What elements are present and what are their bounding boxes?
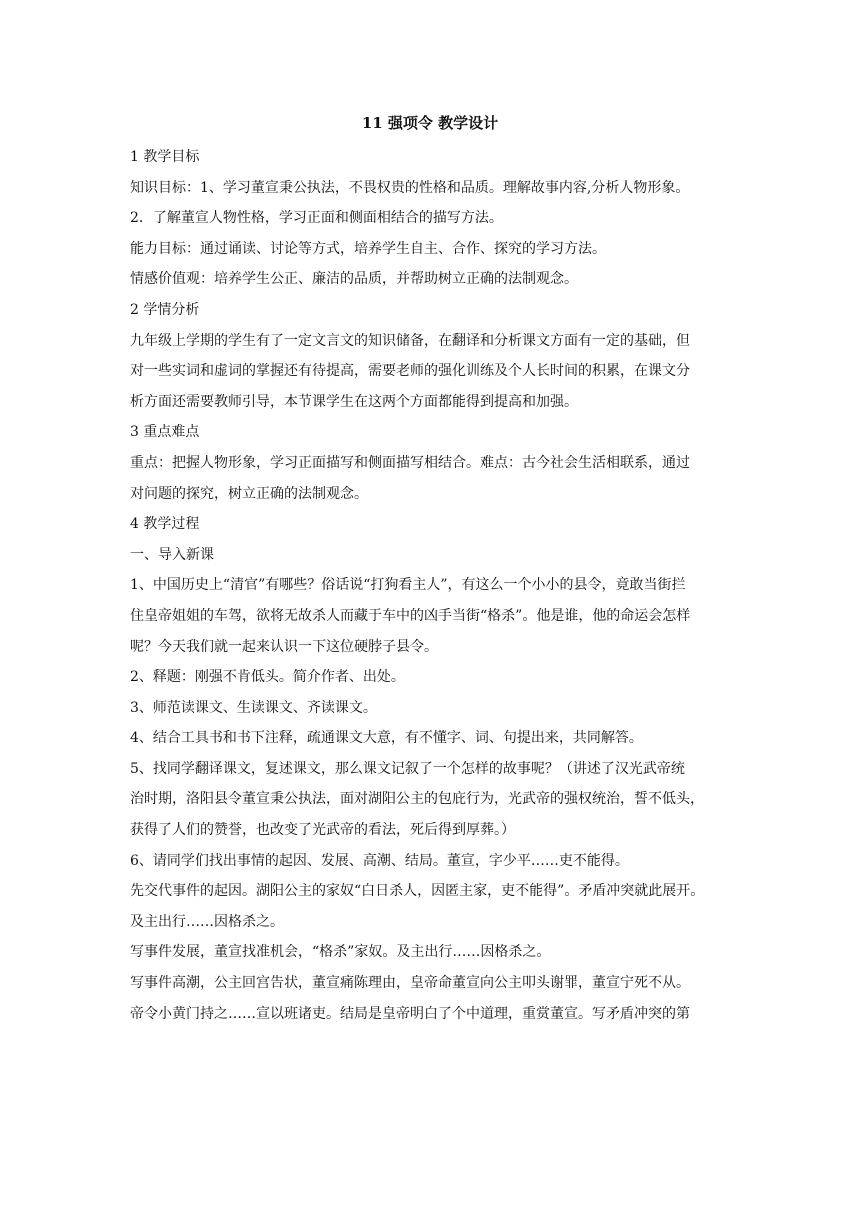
paragraph-step-5-line: 获得了人们的赞誉，也改变了光武帝的看法，死后得到厚葬。） [130,822,515,839]
paragraph-step-5-line: 5、找同学翻译课文，复述课文，那么课文记叙了一个怎样的故事呢？（讲述了汉光武帝统 [130,760,685,777]
paragraph-emotion-objective: 情感价值观：培养学生公正、廉洁的品质，并帮助树立正确的法制观念。 [130,271,578,288]
paragraph-objective-2: 2．了解董宣人物性格，学习正面和侧面相结合的描写方法。 [130,210,503,227]
section-heading-key-points: 3 重点难点 [130,424,200,441]
paragraph-cause-line: 及主出行……因格杀之。 [130,913,284,930]
paragraph-climax-line: 帝令小黄门持之……宣以班诸吏。结局是皇帝明白了个中道理，重赏董宣。写矛盾冲突的第 [130,1005,690,1022]
paragraph-cause-line: 先交代事件的起因。湖阳公主的家奴“白日杀人，因匿主家，吏不能得”。矛盾冲突就此展开。 [130,883,705,900]
section-heading-analysis: 2 学情分析 [130,301,200,318]
section-heading-process: 4 教学过程 [130,516,200,533]
paragraph-step-6: 6、请同学们找出事情的起因、发展、高潮、结局。董宣，字少平……吏不能得。 [130,852,629,869]
paragraph-climax-line: 写事件高潮，公主回宫告状，董宣痛陈理由，皇帝命董宣向公主叩头谢罪，董宣宁死不从。 [130,975,690,992]
paragraph-step-5-line: 治时期，洛阳县令董宣秉公执法，面对湖阳公主的包庇行为，光武帝的强权统治，誓不低头， [130,791,704,808]
paragraph-step-4: 4、结合工具书和书下注释，疏通课文大意，有不懂字、词、句提出来，共同解答。 [130,730,643,747]
paragraph-step-1-line: 呢？今天我们就一起来认识一下这位硬脖子县令。 [130,638,438,655]
document-body [130,146,732,1026]
paragraph-step-2: 2、释题：刚强不肯低头。简介作者、出处。 [130,669,405,686]
paragraph-key-points-line: 对问题的探究，树立正确的法制观念。 [130,485,368,502]
paragraph-analysis-line: 析方面还需要教师引导，本节课学生在这两个方面都能得到提高和加强。 [130,393,578,410]
paragraph-step-1-line: 住皇帝姐姐的车驾，欲将无故杀人而藏于车中的凶手当街“格杀”。他是谁，他的命运会怎样 [130,607,691,624]
paragraph-ability-objective: 能力目标：通过诵读、讨论等方式，培养学生自主、合作、探究的学习方法。 [130,240,606,257]
paragraph-development: 写事件发展，董宣找准机会，“格杀”家奴。及主出行……因格杀之。 [130,944,551,961]
paragraph-step-1-line: 1、中国历史上“清官”有哪些？俗话说“打狗看主人”，有这么一个小小的县令，竟敢当街拦 [130,577,686,594]
paragraph-step-3: 3、师范读课文、生读课文、齐读课文。 [130,699,377,716]
paragraph-analysis-line: 对一些实词和虚词的掌握还有待提高，需要老师的强化训练及个人长时间的积累，在课文分 [130,363,690,380]
paragraph-key-points-line: 重点：把握人物形象，学习正面描写和侧面描写相结合。难点：古今社会生活相联系，通过 [130,454,690,471]
subheading-introduction: 一、导入新课 [130,546,214,563]
document-title: 11 强项令 教学设计 [361,114,499,132]
paragraph-analysis-line: 九年级上学期的学生有了一定文言文的知识储备，在翻译和分析课文方面有一定的基础，但 [130,332,690,349]
paragraph-knowledge-objective: 知识目标：1、学习董宣秉公执法，不畏权贵的性格和品质。理解故事内容,分析人物形象。 [130,179,690,196]
section-heading-objectives: 1 教学目标 [130,149,200,165]
